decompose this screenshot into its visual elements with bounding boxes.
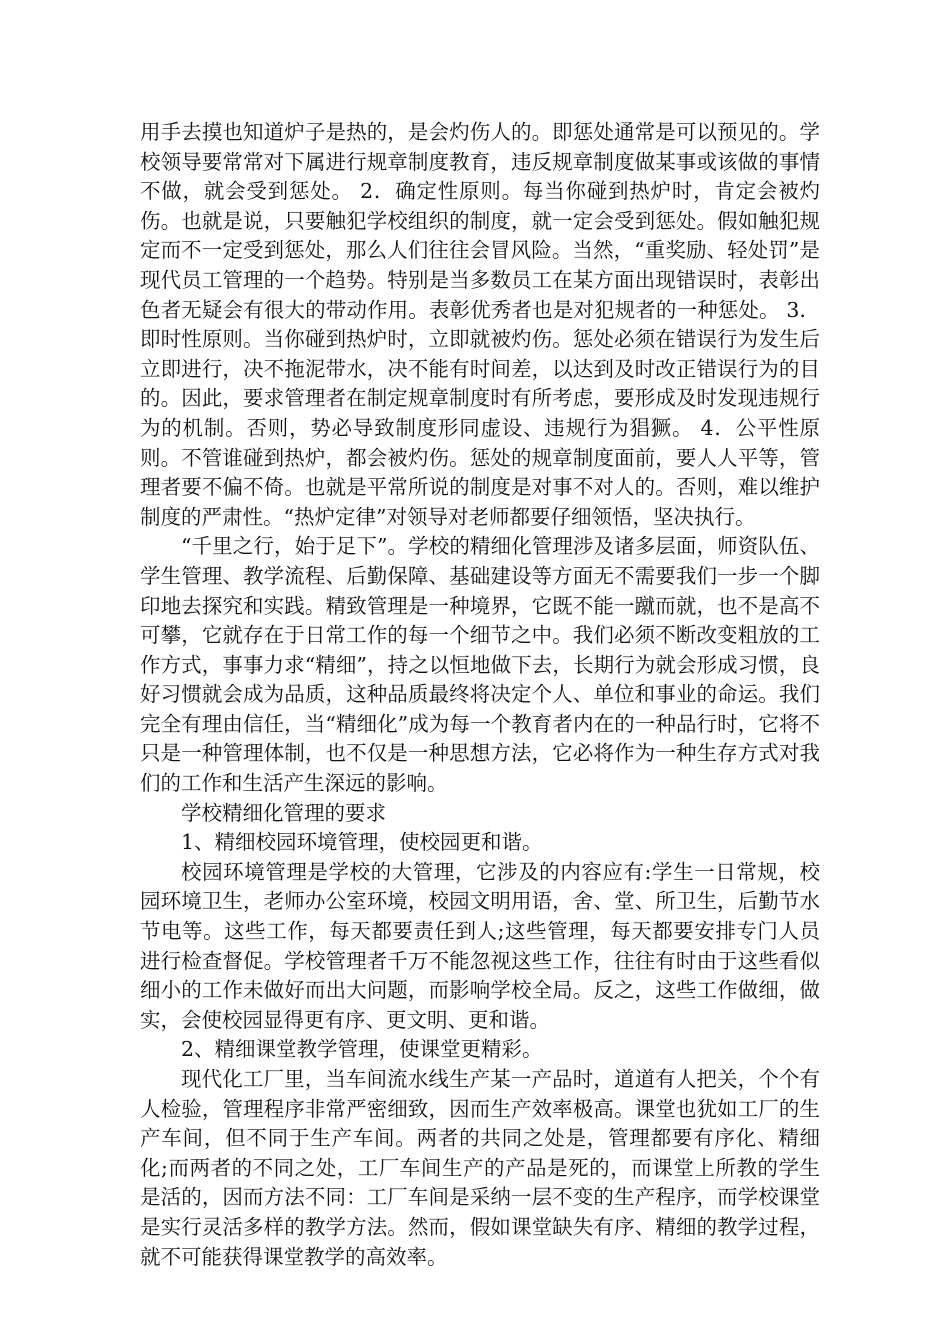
- paragraph-hot-stove-principles: 用手去摸也知道炉子是热的，是会灼伤人的。即惩处通常是可以预见的。学校领导要常常对下属进行规章制度教育，违反规章制度做某事或该做的事情不做，就会受到惩处。 2．确定性原则。每当你碰到热炉时，肯定会被灼伤。也就是说，只要触犯学校组织的制度，就一定会受到惩处。假如触犯规定而不一定受到惩处，那么人们往往会冒风险。当然，“重奖励、轻处罚”是现代员工管理的一个趋势。特别是当多数员工在某方面出现错误时，表彰出色者无疑会有很大的带动作用。表彰优秀者也是对犯规者的一种惩处。 3．即时性原则。当你碰到热炉时，立即就被灼伤。惩处必须在错误行为发生后立即进行，决不拖泥带水，决不能有时间差，以达到及时改正错误行为的目的。因此，要求管理者在制定规章制度时有所考虑，要形成及时发现违规行为的机制。否则，势必导致制度形同虚设、违规行为猖獗。 4．公平性原则。不管谁碰到热炉，都会被灼伤。惩处的规章制度面前，要人人平等，管理者要不偏不倚。也就是平常所说的制度是对事不对人的。否则，难以维护制度的严肃性。“热炉定律”对领导对老师都要仔细领悟，坚决执行。: [140, 120, 820, 529]
- section-heading-requirements: 学校精细化管理的要求: [181, 800, 386, 825]
- paragraph-campus-environment: 校园环境管理是学校的大管理，它涉及的内容应有:学生一日常规，校园环境卫生，老师办公室环境，校园文明用语，舍、堂、所卫生，后勤节水节电等。这些工作，每天都要责任到人;这些管理，每天都要安排专门人员进行检查督促。学校管理者千万不能忽视这些工作，往往有时由于这些看似细小的工作未做好而出大问题，而影响学校全局。反之，这些工作做细，做实，会使校园显得更有序、更文明、更和谐。: [140, 859, 820, 1032]
- paragraph-refined-management-intro: “千里之行，始于足下”。学校的精细化管理涉及诸多层面，师资队伍、学生管理、教学流程、后勤保障、基础建设等方面无不需要我们一步一个脚印地去探究和实践。精致管理是一种境界，它既不能一蹴而就，也不是高不可攀，它就存在于日常工作的每一个细节之中。我们必须不断改变粗放的工作方式，事事力求“精细”，持之以恒地做下去，长期行为就会形成习惯，良好习惯就会成为品质，这种品质最终将决定个人、单位和事业的命运。我们完全有理由信任，当“精细化”成为每一个教育者内在的一种品行时，它将不只是一种管理体制，也不仅是一种思想方法，它必将作为一种生存方式对我们的工作和生活产生深远的影响。: [140, 534, 820, 796]
- subheading-campus-environment: 1、精细校园环境管理，使校园更和谐。: [181, 830, 543, 855]
- subheading-classroom-teaching: 2、精细课堂教学管理，使课堂更精彩。: [181, 1037, 543, 1062]
- document-page: [140, 118, 820, 1272]
- paragraph-classroom-teaching: 现代化工厂里，当车间流水线生产某一产品时，道道有人把关，个个有人检验，管理程序非常严密细致，因而生产效率极高。课堂也犹如工厂的生产车间，但不同于生产车间。两者的共同之处是，管理都要有序化、精细化;而两者的不同之处，工厂车间生产的产品是死的，而课堂上所教的学生是活的，因而方法不同：工厂车间是采纳一层不变的生产程序，而学校课堂是实行灵活多样的教学方法。然而，假如课堂缺失有序、精细的教学过程，就不可能获得课堂教学的高效率。: [140, 1067, 820, 1269]
